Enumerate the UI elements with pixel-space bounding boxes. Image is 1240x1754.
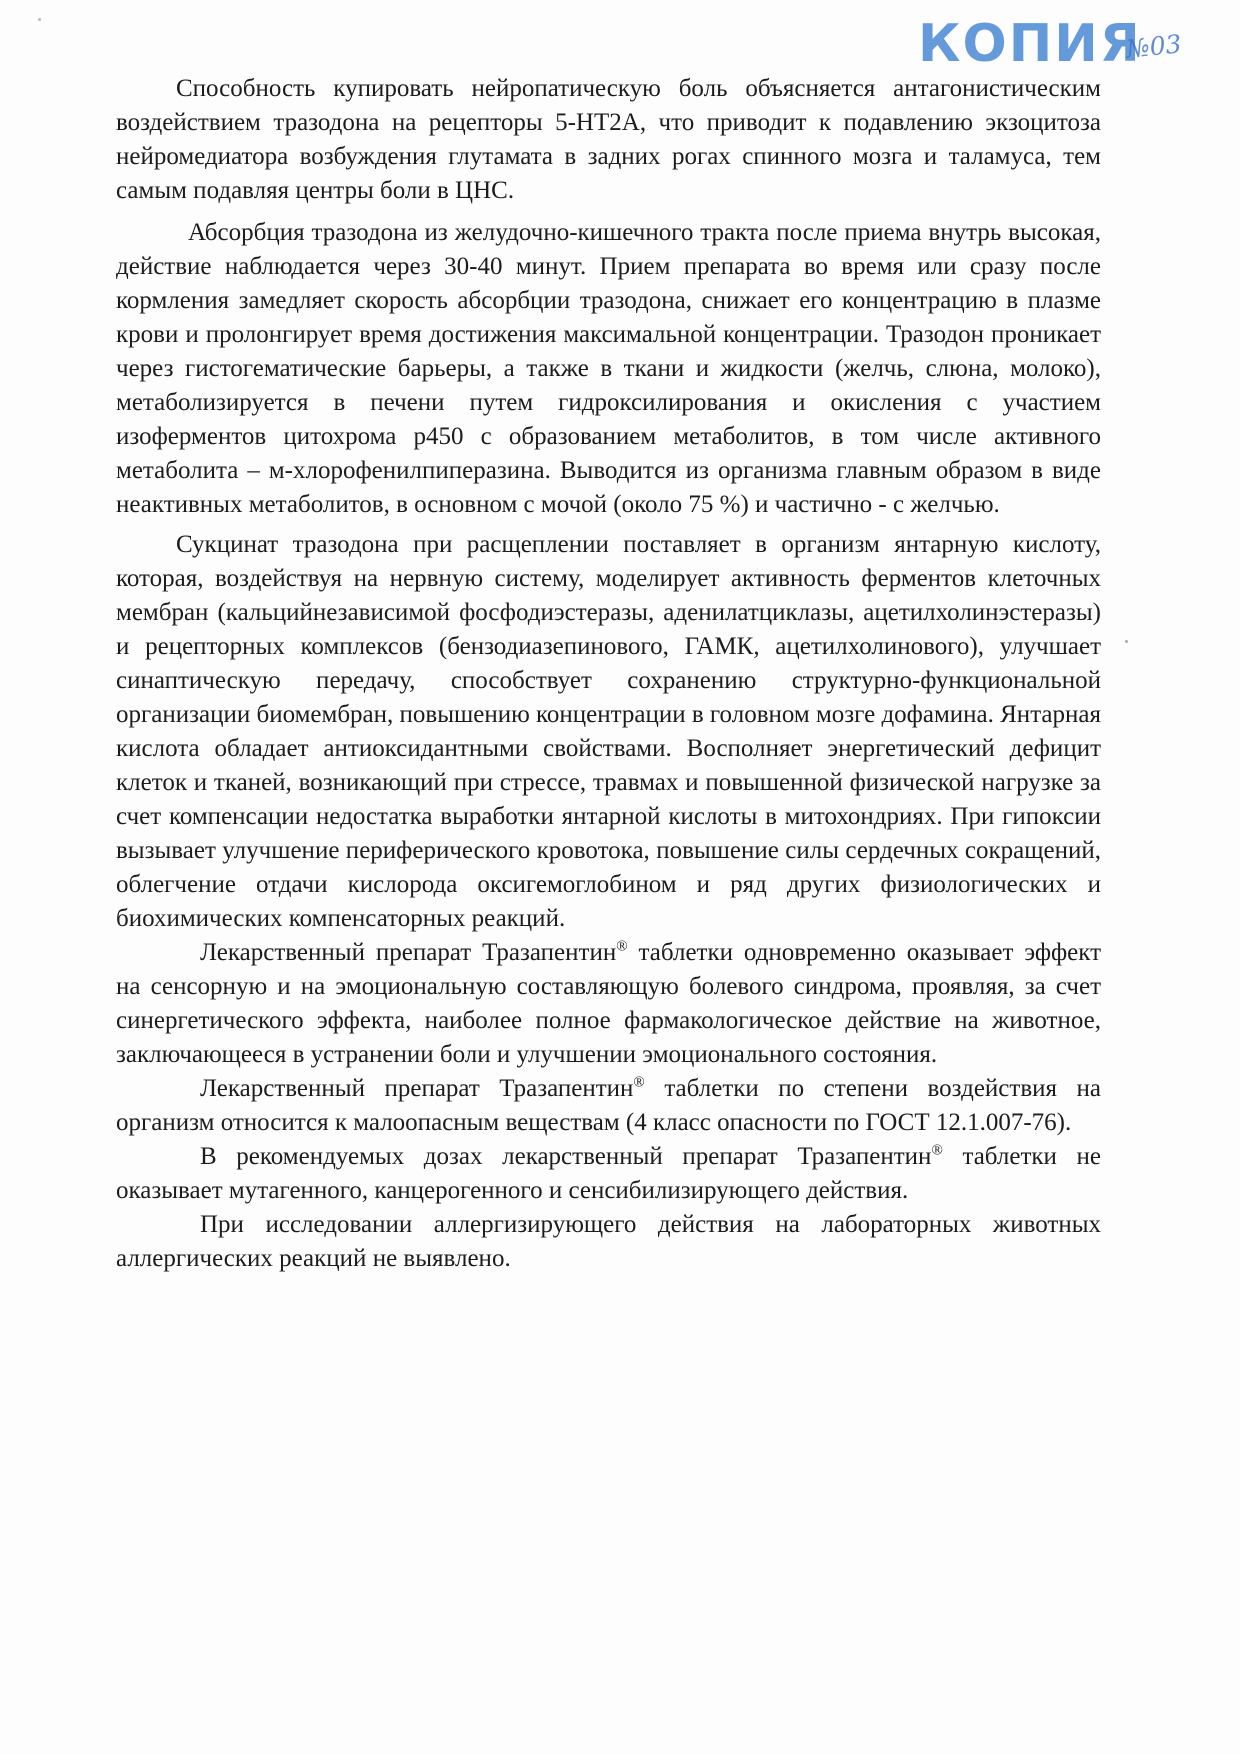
paragraph-text-end: таблетки не оказывает мутагенного, канцерогенного и сенсибилизирующего действия. — [116, 1143, 1102, 1204]
paragraph-hazard-class — [116, 1072, 1101, 1140]
paragraph-text-start: В рекомендуемых дозах лекарственный препарат Тразапентин — [200, 1143, 932, 1170]
paragraph-allergy: При исследовании аллергизирующего действия на лабораторных животных аллергических реакций не выявлено. — [116, 1211, 1101, 1272]
paragraph-absorption: Абсорбция тразодона из желудочно-кишечного тракта после приема внутрь высокая, действие наблюдается через 30-40 минут. Прием препарата во время или сразу после кормления замедляет скорость абсорбции тразодона, снижает его концентрацию в плазме крови и пролонгирует время достижения максимальной концентрации. Тразодон проникает через гистогематические барьеры, а также в ткани и жидкости (желчь, слюна, молоко), метаболизируется в печени путем гидроксилирования и окисления с участием изоферментов цитохрома p450 с образованием метаболитов, в том числе активного метаболита – м-хлорофенилпиперазина. Выводится из организма главным образом в виде неактивных метаболитов, в основном с мочой (около 75 %) и частично - с желчью. — [116, 219, 1101, 518]
registered-mark: ® — [633, 1074, 645, 1091]
scan-speck — [38, 18, 41, 21]
paragraph-text-end: таблетки по степени воздействия на организм относится к малоопасным веществам (4 класс опасности по ГОСТ 12.1.007-76). — [116, 1075, 1101, 1136]
paragraph-text-end: таблетки одновременно оказывает эффект на сенсорную и на эмоциональную составляющую болевого синдрома, проявляя, за счет синергетического эффекта, наиболее полное фармакологическое действие на животное, заключающееся в устранении боли и улучшении эмоционального состояния. — [116, 939, 1102, 1068]
copy-stamp: КОПИЯ — [918, 14, 1142, 74]
handwritten-number: №03 — [1124, 29, 1183, 64]
scan-speck — [1125, 640, 1128, 643]
paragraph-safety — [116, 1140, 1101, 1208]
registered-mark: ® — [616, 938, 628, 955]
paragraph-text-start: Лекарственный препарат Тразапентин — [200, 939, 617, 966]
registered-mark: ® — [931, 1142, 943, 1159]
paragraph-combined-effect — [116, 936, 1101, 1072]
document-body — [116, 72, 1101, 1276]
paragraph-succinate: Сукцинат тразодона при расщеплении поставляет в организм янтарную кислоту, которая, воздействуя на нервную систему, моделирует активность ферментов клеточных мембран (кальцийнезависимой фосфодиэстеразы, аденилатциклазы, ацетилхолинэстеразы) и рецепторных комплексов (бензодиазепинового, ГАМК, ацетилхолинового), улучшает синаптическую передачу, способствует сохранению структурно-функциональной организации биомембран, повышению концентрации в головном мозге дофамина. Янтарная кислота обладает антиоксидантными свойствами. Восполняет энергетический дефицит клеток и тканей, возникающий при стрессе, травмах и повышенной физической нагрузке за счет компенсации недостатка выработки янтарной кислоты в митохондриях. При гипоксии вызывает улучшение периферического кровотока, повышение силы сердечных сокращений, облегчение отдачи кислорода оксигемоглобином и ряд других физиологических и биохимических компенсаторных реакций. — [116, 531, 1101, 932]
paragraph-text-start: Лекарственный препарат Тразапентин — [200, 1075, 634, 1102]
paragraph-neuropathic-pain: Способность купировать нейропатическую боль объясняется антагонистическим воздействием тразодона на рецепторы 5-HT2A, что приводит к подавлению экзоцитоза нейромедиатора возбуждения глутамата в задних рогах спинного мозга и таламуса, тем самым подавляя центры боли в ЦНС. — [116, 75, 1101, 204]
